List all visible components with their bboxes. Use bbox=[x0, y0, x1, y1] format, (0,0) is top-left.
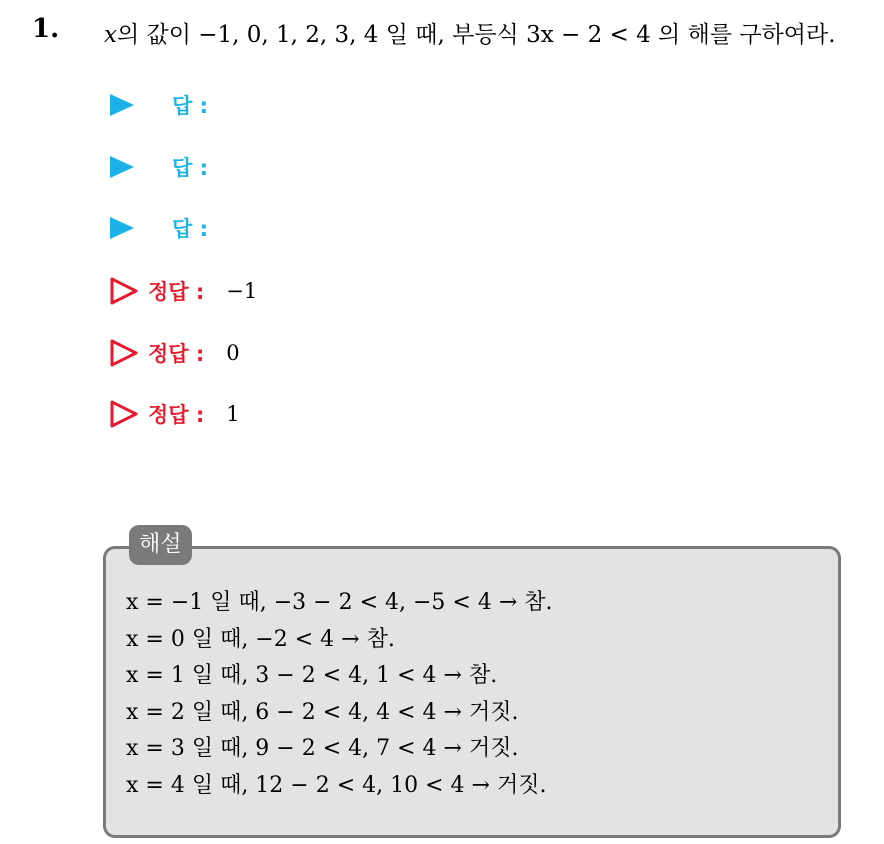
outline-triangle-icon bbox=[110, 400, 138, 428]
outline-triangle-icon bbox=[110, 339, 138, 367]
explanation-line: x = 1 일 때, 3 − 2 < 4, 1 < 4 → 참. bbox=[126, 663, 498, 688]
answer-row[interactable] bbox=[110, 150, 208, 184]
correct-answer-value: 1 bbox=[226, 402, 240, 426]
explanation-line: x = 4 일 때, 12 − 2 < 4, 10 < 4 → 거짓. bbox=[126, 772, 547, 798]
explanation-line: x = 0 일 때, −2 < 4 → 참. bbox=[126, 626, 395, 652]
answer-label: 답 : bbox=[172, 94, 208, 118]
explanation-line: x = −1 일 때, −3 − 2 < 4, −5 < 4 → 참. bbox=[126, 590, 553, 615]
explanation-line: x = 2 일 때, 6 − 2 < 4, 4 < 4 → 거짓. bbox=[126, 699, 519, 725]
correct-answer-row bbox=[110, 397, 240, 431]
correct-answer-label: 정답 : bbox=[148, 280, 205, 304]
correct-answer-row bbox=[110, 336, 240, 370]
correct-answer-value: −1 bbox=[226, 279, 258, 303]
problem-variable: x bbox=[104, 22, 117, 48]
problem-number: 1. bbox=[32, 14, 60, 44]
explanation-line: x = 3 일 때, 9 − 2 < 4, 7 < 4 → 거짓. bbox=[126, 736, 519, 761]
answer-label: 답 : bbox=[172, 156, 208, 180]
explanation-lines bbox=[126, 585, 553, 804]
correct-answer-label: 정답 : bbox=[148, 342, 205, 366]
problem-text: 의 값이 −1, 0, 1, 2, 3, 4 일 때, 부등식 3x − 2 < 4 의 해를 구하여라. bbox=[116, 22, 836, 48]
correct-answer-label: 정답 : bbox=[148, 403, 205, 427]
outline-triangle-icon bbox=[110, 277, 138, 305]
problem-statement bbox=[104, 16, 836, 49]
answer-label: 답 : bbox=[172, 217, 208, 241]
answer-row[interactable] bbox=[110, 88, 208, 122]
play-triangle-icon bbox=[110, 156, 134, 178]
correct-answer-row bbox=[110, 274, 257, 308]
explanation-title: 해설 bbox=[129, 525, 192, 565]
play-triangle-icon bbox=[110, 94, 134, 116]
correct-answer-value: 0 bbox=[226, 341, 240, 365]
answer-row[interactable] bbox=[110, 211, 208, 245]
play-triangle-icon bbox=[110, 217, 134, 239]
